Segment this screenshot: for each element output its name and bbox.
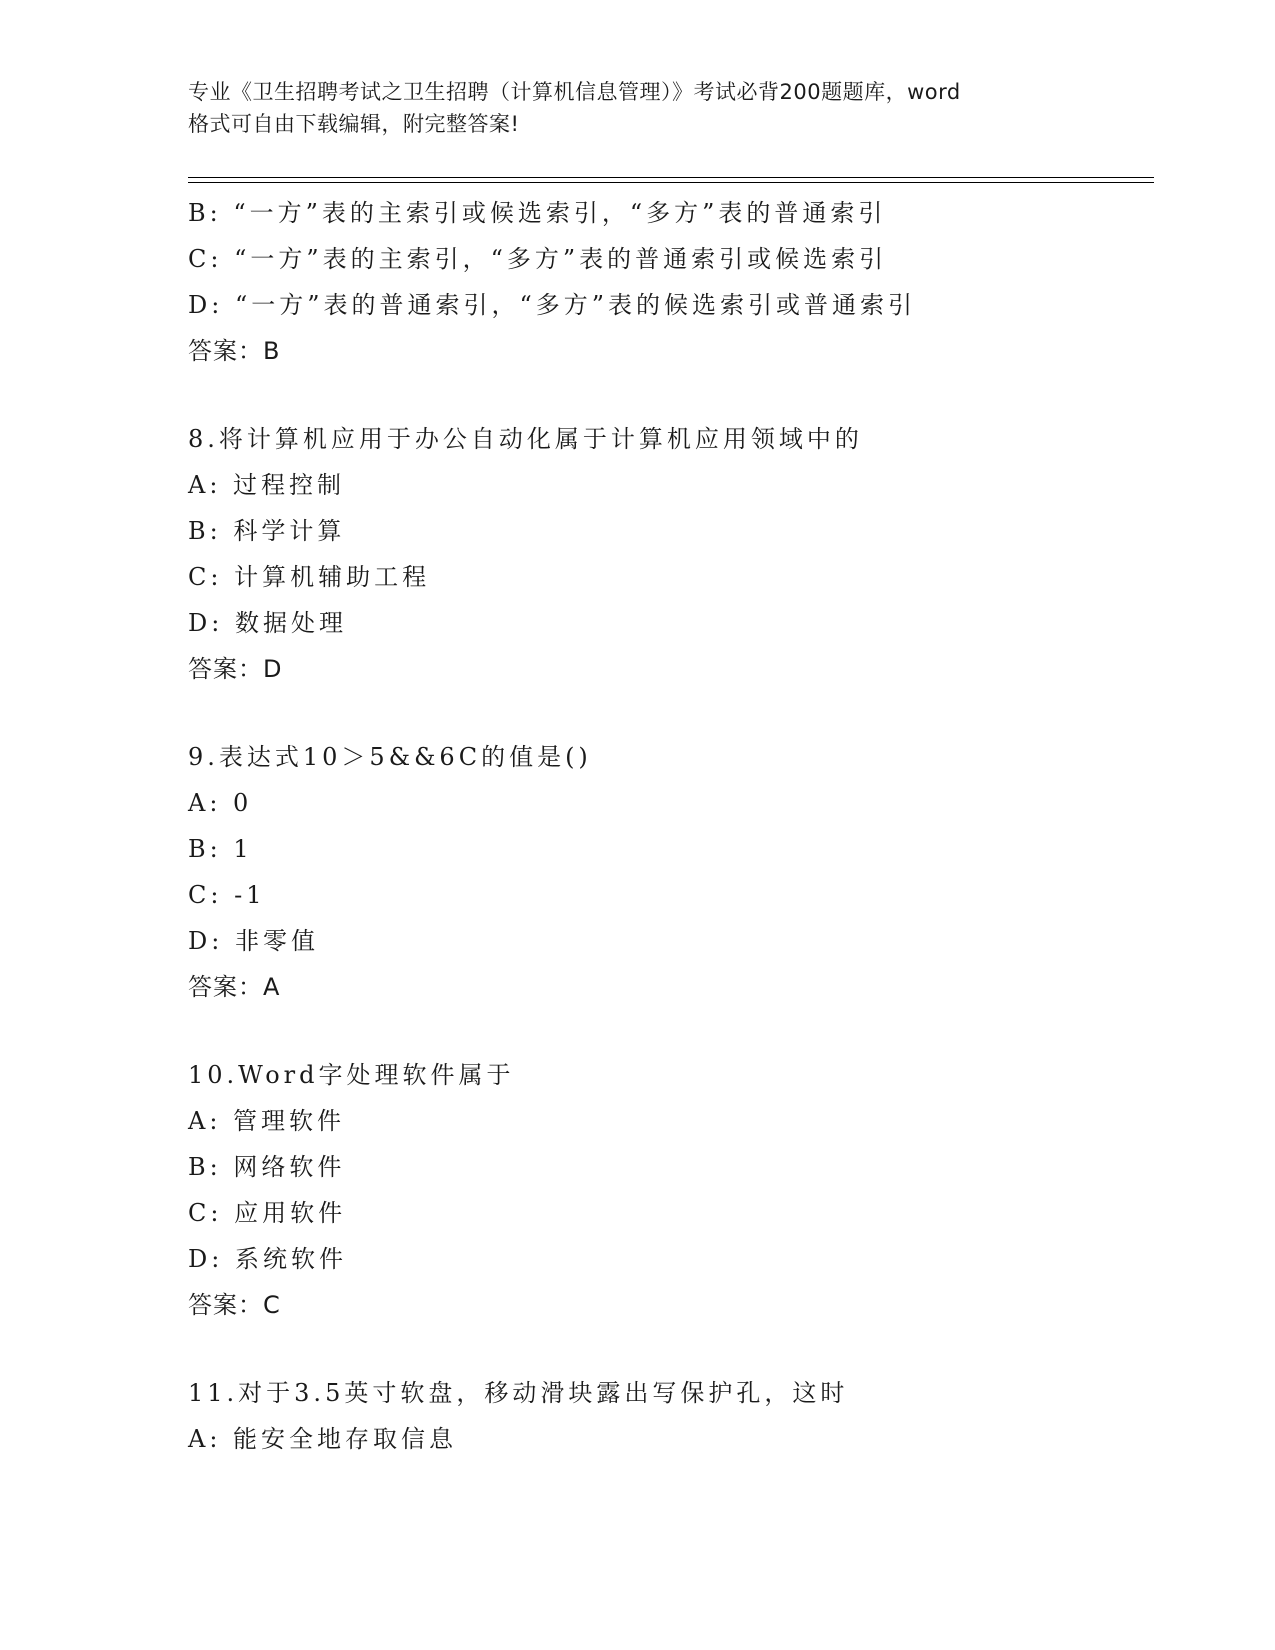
header-divider-bottom — [188, 182, 1154, 183]
option-d: D: 系统软件 — [188, 1245, 347, 1273]
question-text: 10.Word字处理软件属于 — [188, 1061, 515, 1089]
option-c: C: 应用软件 — [188, 1199, 347, 1227]
option-a: A: 管理软件 — [188, 1107, 346, 1135]
option-d: D: 非零值 — [188, 927, 319, 955]
spacer — [188, 374, 1154, 416]
option-a: A: 0 — [188, 789, 253, 817]
document-header — [188, 76, 1088, 140]
option-b: B: 科学计算 — [188, 517, 346, 545]
option-c: C: “一方”表的主索引，“多方”表的普通索引或候选索引 — [188, 245, 888, 273]
question-text: 8.将计算机应用于办公自动化属于计算机应用领域中的 — [188, 425, 863, 453]
option-c: C: -1 — [188, 881, 266, 909]
answer: 答案：B — [188, 337, 281, 365]
header-line-2: 格式可自由下载编辑，附完整答案! — [188, 112, 520, 136]
question-text: 9.表达式10＞5&&6C的值是() — [188, 743, 592, 771]
spacer — [188, 1010, 1154, 1052]
question-text: 11.对于3.5英寸软盘，移动滑块露出写保护孔，这时 — [188, 1379, 849, 1407]
option-b: B: 1 — [188, 835, 253, 863]
option-b: B: “一方”表的主索引或候选索引，“多方”表的普通索引 — [188, 199, 887, 227]
question-block-7 — [188, 190, 1154, 374]
option-c: C: 计算机辅助工程 — [188, 563, 431, 591]
question-block-11 — [188, 1370, 1154, 1462]
question-list — [188, 190, 1154, 1462]
header-divider-top — [188, 177, 1154, 178]
spacer — [188, 1328, 1154, 1370]
option-d: D: “一方”表的普通索引，“多方”表的候选索引或普通索引 — [188, 291, 917, 319]
option-a: A: 过程控制 — [188, 471, 346, 499]
question-block-8 — [188, 416, 1154, 692]
answer: 答案：C — [188, 1291, 281, 1319]
option-b: B: 网络软件 — [188, 1153, 346, 1181]
answer: 答案：A — [188, 973, 281, 1001]
answer: 答案：D — [188, 655, 283, 683]
spacer — [188, 692, 1154, 734]
option-a: A: 能安全地存取信息 — [188, 1425, 458, 1453]
option-d: D: 数据处理 — [188, 609, 347, 637]
question-block-10 — [188, 1052, 1154, 1328]
header-line-1: 专业《卫生招聘考试之卫生招聘（计算机信息管理）》考试必背200题题库，word — [188, 80, 961, 104]
question-block-9 — [188, 734, 1154, 1010]
